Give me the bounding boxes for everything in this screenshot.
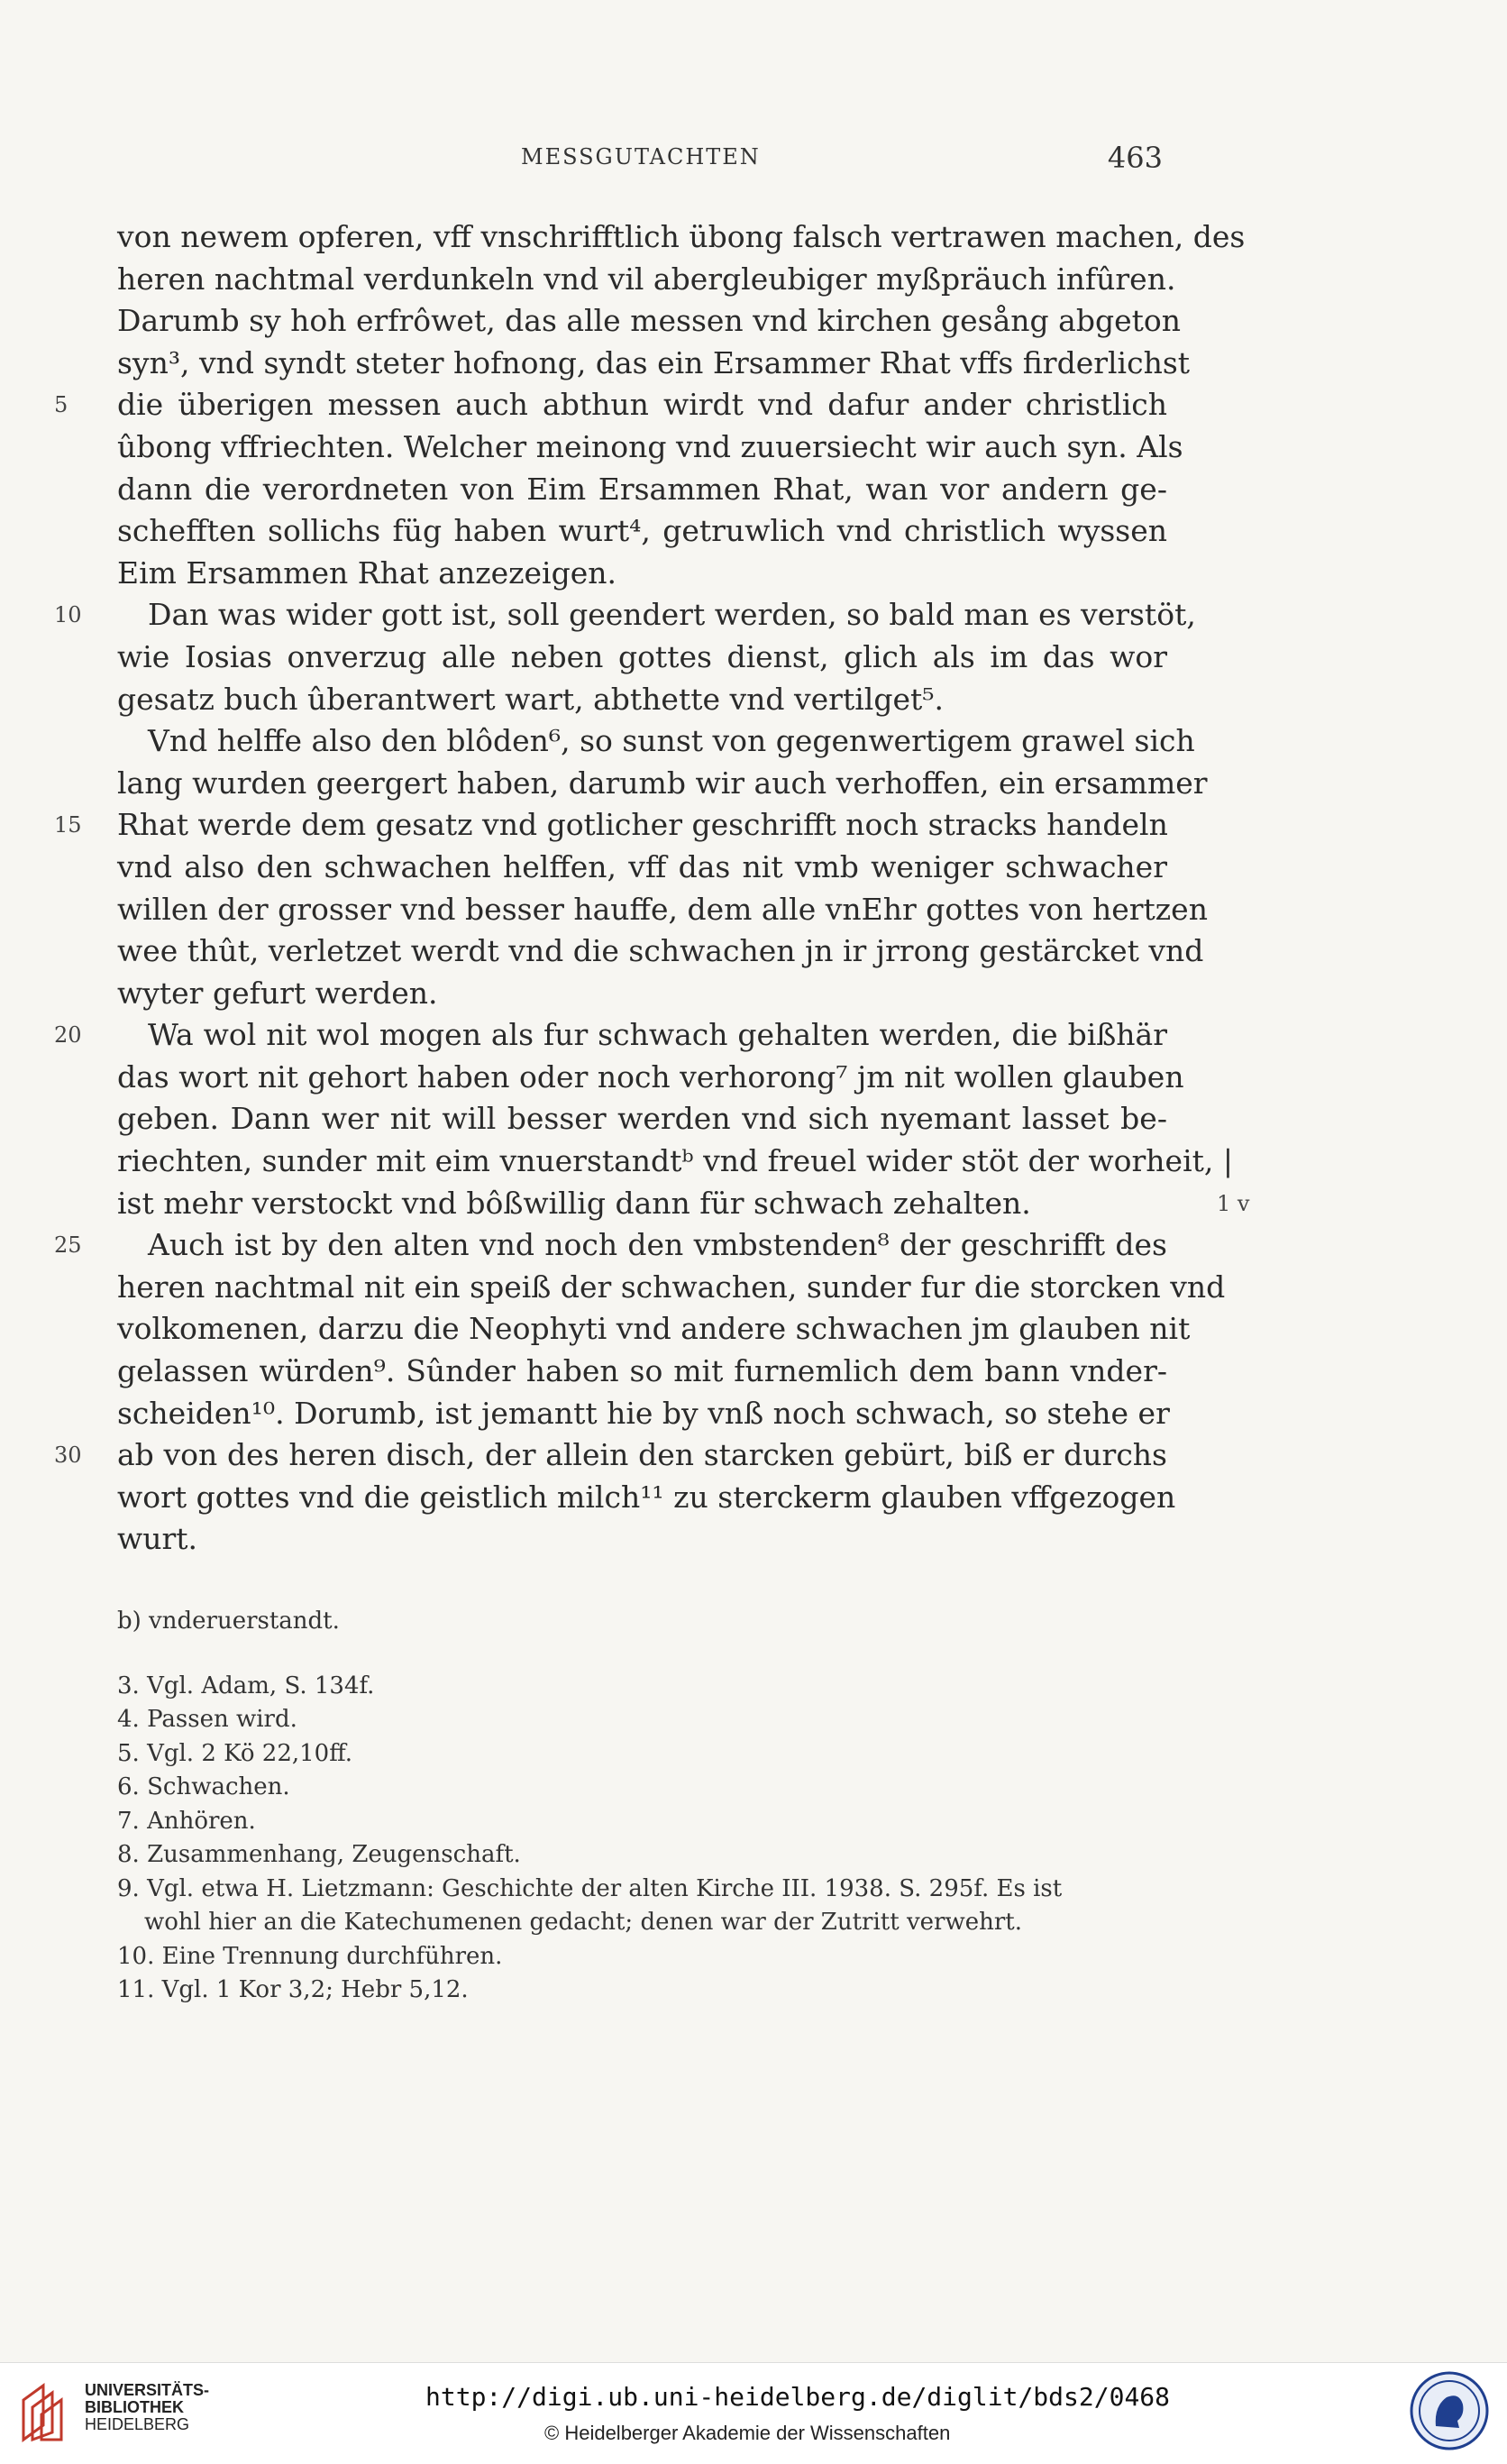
text-line-content: wee thût, verletzet werdt vnd die schwachen jn ir jrrong gestärcket vnd [117, 933, 1204, 969]
line-number: 25 [54, 1232, 82, 1259]
footer-bar [0, 2362, 1507, 2464]
text-line [117, 553, 1167, 595]
text-line [117, 889, 1208, 931]
text-line-content: wyter gefurt werden. [117, 975, 438, 1011]
text-line-content: dann die verordneten von Eim Ersammen Rhat, wan vor andern ge- [117, 471, 1167, 507]
library-name[interactable] [85, 2382, 209, 2433]
text-line-content: riechten, sunder mit eim vnuerstandtᵇ vnd freuel wider stöt der worheit, | [117, 1143, 1233, 1179]
text-line [117, 930, 1204, 973]
text-line-content: Vnd helffe also den blôden⁶, so sunst von gegenwertigem grawel sich [148, 723, 1195, 759]
text-line [54, 1434, 1167, 1477]
text-line-content: scheiden¹⁰. Dorumb, ist jemantt hie by vnß noch schwach, so stehe er [117, 1395, 1170, 1431]
library-name-line: BIBLIOTHEK [85, 2398, 184, 2416]
text-line-content: heren nachtmal nit ein speiß der schwachen, sunder fur die storcken vnd [117, 1269, 1226, 1305]
text-line-content: Dan was wider gott ist, soll geendert werden, so bald man es verstöt, [148, 597, 1196, 633]
text-line [117, 1308, 1191, 1351]
copyright-notice: © Heidelberger Akademie der Wissenschaften [544, 2422, 951, 2444]
footnote: 5. Vgl. 2 Kö 22,10ff. [117, 1739, 353, 1767]
text-line [117, 1267, 1226, 1309]
text-line [117, 300, 1181, 343]
footnote: 6. Schwachen. [117, 1773, 290, 1800]
text-line-content: gesatz buch ûberantwert wart, abthette vnd vertilget⁵. [117, 681, 944, 717]
text-line [117, 1477, 1176, 1519]
footnote: 9. Vgl. etwa H. Lietzmann: Geschichte der alten Kirche III. 1938. S. 295f. Es ist [117, 1874, 1063, 1902]
line-number: 5 [54, 392, 68, 418]
text-line-content: ist mehr verstockt vnd bôßwillig dann für schwach zehalten. [117, 1185, 1031, 1221]
library-name-line: UNIVERSITÄTS- [85, 2381, 210, 2399]
text-line [117, 1098, 1167, 1140]
text-line-content: volkomenen, darzu die Neophyti vnd andere schwachen jm glauben nit [117, 1311, 1191, 1347]
footnote: wohl hier an die Katechumenen gedacht; denen war der Zutritt verwehrt. [144, 1909, 1022, 1936]
text-line [117, 1393, 1170, 1435]
text-line [117, 1351, 1167, 1393]
text-line [117, 1057, 1184, 1099]
text-line [117, 259, 1176, 301]
margin-note: 1 v [1217, 1190, 1250, 1216]
text-line-content: Auch ist by den alten vnd noch den vmbstenden⁸ der geschrifft des [148, 1227, 1167, 1263]
line-number: 15 [54, 812, 82, 838]
text-line [54, 804, 1168, 847]
text-line [117, 763, 1208, 805]
text-line [54, 1224, 1167, 1267]
footnote: 8. Zusammenhang, Zeugenschaft. [117, 1841, 521, 1868]
text-line-content: geben. Dann wer nit will besser werden vnd sich nyemant lasset be- [117, 1101, 1167, 1137]
text-line [117, 679, 1167, 721]
text-line-content: von newem opferen, vff vnschrifftlich übong falsch vertrawen machen, des [117, 219, 1246, 254]
footnote: b) vnderuerstandt. [117, 1608, 340, 1635]
text-line [117, 216, 1246, 259]
text-line [54, 594, 1196, 637]
text-line [117, 1518, 1167, 1561]
text-line-content: wort gottes vnd die geistlich milch¹¹ zu sterckerm glauben vffgezogen [117, 1479, 1176, 1515]
text-line-content: die überigen messen auch abthun wirdt vnd dafur ander christlich [117, 387, 1167, 423]
text-line-content: das wort nit gehort haben oder noch verhorong⁷ jm nit wollen glauben [117, 1058, 1184, 1095]
text-line-content: ûbong vffriechten. Welcher meinong vnd zuuersiecht wir auch syn. Als [117, 428, 1183, 464]
footnote: 11. Vgl. 1 Kor 3,2; Hebr 5,12. [117, 1976, 469, 2003]
text-line [117, 1183, 1250, 1225]
text-line-content: lang wurden geergert haben, darumb wir auch verhoffen, ein ersammer [117, 765, 1208, 801]
footnote: 7. Anhören. [117, 1807, 256, 1835]
line-number: 10 [54, 602, 82, 628]
text-line-content: wie Iosias onverzug alle neben gottes dienst, glich als im das wor [117, 638, 1167, 674]
text-line [117, 469, 1167, 511]
text-line [54, 1014, 1167, 1057]
text-line-content: ab von des heren disch, der allein den starcken gebürt, biß er durchs [117, 1437, 1167, 1473]
text-line-content: Eim Ersammen Rhat anzezeigen. [117, 554, 616, 591]
text-line [54, 384, 1167, 426]
footnotes [117, 1605, 1167, 2008]
text-line-content: Darumb sy hoh erfrôwet, das alle messen vnd kirchen gesång abgeton [117, 303, 1181, 339]
text-line-content: syn³, vnd syndt steter hofnong, das ein Ersammer Rhat vffs firderlichst [117, 344, 1191, 380]
text-line [117, 1140, 1233, 1183]
footnote: 10. Eine Trennung durchführen. [117, 1942, 503, 1970]
footnote: 3. Vgl. Adam, S. 134f. [117, 1672, 375, 1699]
library-name-line: HEIDELBERG [85, 2415, 190, 2433]
library-logo-icon[interactable] [16, 2380, 79, 2445]
page-number: 463 [1107, 141, 1163, 175]
running-title: MESSGUTACHTEN [521, 144, 761, 169]
text-line-content: Wa wol nit wol mogen als fur schwach gehalten werden, die bißhär [148, 1017, 1167, 1053]
body-text [54, 216, 1250, 1561]
footnote: 4. Passen wird. [117, 1706, 297, 1733]
text-line [117, 973, 1167, 1015]
text-line [117, 637, 1167, 679]
text-line [117, 343, 1191, 385]
text-line-content: gelassen würden⁹. Sûnder haben so mit furnemlich dem bann vnder- [117, 1353, 1167, 1389]
text-line [117, 426, 1183, 469]
text-line-content: schefften sollichs füg haben wurt⁴, getruwlich vnd christlich wyssen [117, 513, 1167, 549]
academy-seal-icon[interactable] [1409, 2370, 1490, 2451]
text-line [117, 847, 1167, 889]
text-line-content: heren nachtmal verdunkeln vnd vil abergleubiger myßpräuch infûren. [117, 261, 1176, 297]
text-line-content: vnd also den schwachen helffen, vff das nit vmb weniger schwacher [117, 848, 1167, 884]
text-line [117, 720, 1195, 763]
text-line-content: willen der grosser vnd besser hauffe, dem alle vnEhr gottes von hertzen [117, 891, 1208, 927]
line-number: 20 [54, 1022, 82, 1049]
text-line [117, 510, 1167, 553]
text-line-content: wurt. [117, 1521, 198, 1557]
page-header [117, 137, 1163, 173]
line-number: 30 [54, 1443, 82, 1469]
text-line-content: Rhat werde dem gesatz vnd gotlicher geschrifft noch stracks handeln [117, 807, 1168, 843]
permalink-url[interactable]: http://digi.ub.uni-heidelberg.de/diglit/bds2/0468 [425, 2382, 1171, 2412]
